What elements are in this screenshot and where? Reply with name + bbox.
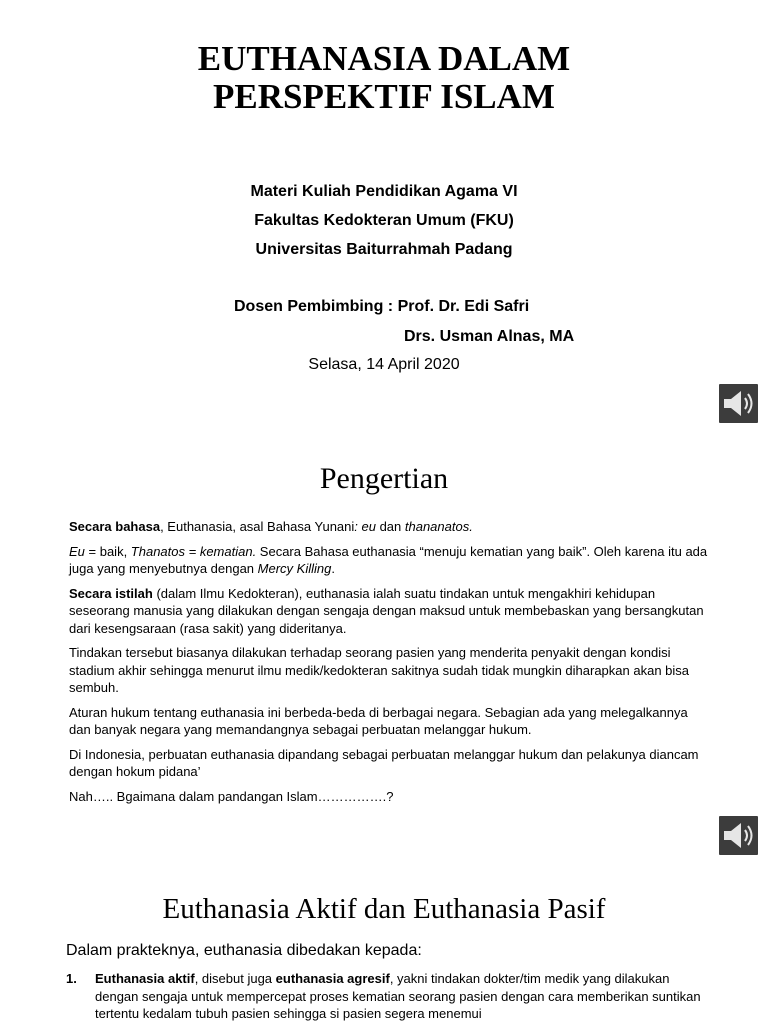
- paragraph: Secara istilah (dalam Ilmu Kedokteran), euthanasia ialah suatu tindakan untuk mengakhiri kehidupan seseorang manusia yang dilakukan dengan sengaja dengan maksud untuk membebaskan yang bersangkutan dari kesengsaraan (rasa sakit) yang dideritanya.: [69, 585, 704, 636]
- paragraph: Nah….. Bgaimana dalam pandangan Islam…………….?: [69, 788, 394, 804]
- paragraph: Di Indonesia, perbuatan euthanasia dipandang sebagai perbuatan melanggar hukum dan pelakunya diancam dengan hokum pidana’: [69, 746, 699, 779]
- course-name: Materi Kuliah Pendidikan Agama VI: [250, 183, 518, 200]
- paragraph: Secara bahasa, Euthanasia, asal Bahasa Yunani: eu dan thananatos.: [69, 519, 473, 534]
- presentation-date: Selasa, 14 April 2020: [308, 356, 460, 373]
- list-item-text: Euthanasia aktif, disebut juga euthanasia agresif, yakni tindakan dokter/tim medik yang dilakukan dengan sengaja untuk mempercepat proses kematian seorang pasien dengan cara memberikan suntikan tertentu kedalam tubuh pasien sehingga si pasien segera menemui: [95, 971, 701, 1021]
- lecturer-second: Drs. Usman Alnas, MA: [404, 328, 575, 345]
- university-name: Universitas Baiturrahmah Padang: [255, 241, 513, 258]
- paragraph: Eu = baik, Thanatos = kematian. Secara Bahasa euthanasia “menuju kematian yang baik”. Oleh karena itu ada juga yang menyebutnya dengan Mercy Killing.: [69, 543, 708, 576]
- title-line-1: EUTHANASIA DALAM: [197, 39, 571, 78]
- paragraph: Aturan hukum tentang euthanasia ini berbeda-beda di berbagai negara. Sebagian ada yang melegalkannya dan banyak negara yang memandangnya sebagai perbuatan melanggar hukum.: [69, 704, 688, 737]
- slide-title: [0, 40, 768, 116]
- section-heading-types: Euthanasia Aktif dan Euthanasia Pasif: [162, 893, 606, 925]
- speaker-icon[interactable]: [719, 384, 758, 423]
- lecturer-label: Dosen Pembimbing : Prof. Dr. Edi Safri: [234, 298, 530, 315]
- list-number: 1.: [66, 971, 77, 986]
- speaker-icon[interactable]: [719, 816, 758, 855]
- paragraph: Tindakan tersebut biasanya dilakukan terhadap seorang pasien yang menderita penyakit dengan kondisi stadium akhir sehingga menurut ilmu medik/kedokteran sakitnya sudah tidak mungkin diharapkan akan bisa sembuh.: [69, 645, 690, 695]
- list-item: [66, 970, 706, 1023]
- types-intro: Dalam prakteknya, euthanasia dibedakan kepada:: [66, 942, 422, 959]
- definition-body: [69, 518, 709, 812]
- faculty-name: Fakultas Kedokteran Umum (FKU): [254, 212, 514, 229]
- title-line-2: PERSPEKTIF ISLAM: [213, 77, 555, 116]
- section-heading-pengertian: Pengertian: [319, 462, 449, 495]
- types-list: [66, 970, 706, 1023]
